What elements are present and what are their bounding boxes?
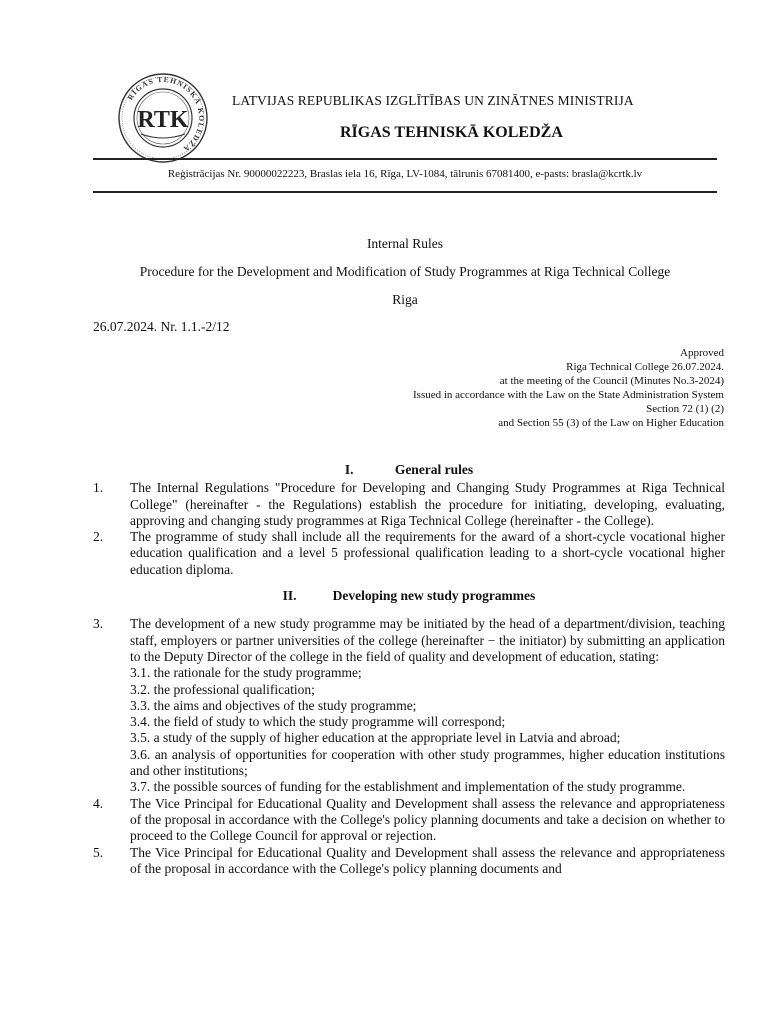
document-date-number: 26.07.2024. Nr. 1.1.-2/12 — [93, 319, 230, 334]
header-divider-bottom — [93, 191, 717, 193]
sub-item: 3.3. the aims and objectives of the study programme; — [130, 697, 417, 713]
sub-item: 3.5. a study of the supply of higher education at the appropriate level in Latvia and abroad; — [130, 730, 621, 746]
item-text: The Vice Principal for Educational Quality and Development shall assess the relevance and appropriateness of the proposal in accordance with the College's policy planning documents and take a decision on whether to proceed to the College Council for approval or rejection. — [130, 795, 725, 844]
sub-item: 3.6. an analysis of opportunities for cooperation with other study programmes, higher education institutions and other institutions; — [130, 746, 725, 779]
item-content — [130, 616, 725, 795]
section-number: II. — [282, 588, 297, 604]
section-number: I. — [344, 462, 354, 477]
svg-text:RTK: RTK — [137, 107, 189, 133]
item-number: 3. — [93, 616, 104, 632]
college-seal-logo — [117, 72, 209, 164]
item-number: 4. — [93, 795, 104, 811]
sub-item: 3.1. the rationale for the study programme; — [130, 665, 362, 681]
approval-line: Section 72 (1) (2) — [646, 403, 724, 415]
item-text: The development of a new study programme may be initiated by the head of a department/division, teaching staff, employers or partner universities of the college (hereinafter − the initiator) by submitting an application to the Deputy Director of the college in the field of quality and development of education, stating: — [130, 616, 725, 664]
college-name: RĪGAS TEHNISKĀ KOLEDŽA — [340, 124, 563, 141]
list-item — [93, 480, 725, 529]
sub-item: 3.2. the professional qualification; — [130, 681, 315, 697]
section-title: General rules — [394, 462, 474, 477]
approval-line: Approved — [680, 347, 724, 359]
list-item — [93, 529, 725, 578]
list-item — [93, 845, 725, 878]
item-text: The Internal Regulations "Procedure for Developing and Changing Study Programmes at Riga Technical College" (hereinafter - the Regulations) establish the procedure for initiating, developing, evaluating, approving and changing study programmes at Riga Technical College (hereinafter - the College). — [130, 480, 725, 528]
svg-text:RĪGAS TEHNISKĀ KOLEDŽA: RĪGAS TEHNISKĀ KOLEDŽA — [125, 74, 207, 155]
document-title: Procedure for the Development and Modification of Study Programmes at Riga Technical College — [139, 264, 671, 279]
item-text: The programme of study shall include all the requirements for the award of a short-cycle vocational higher education qualification and a level 5 professional qualification leading to a short-cycle vocational higher education diploma. — [130, 529, 725, 577]
section-heading — [93, 588, 725, 604]
approval-line: at the meeting of the Council (Minutes No.3-2024) — [499, 375, 724, 387]
approval-block — [413, 346, 724, 430]
header-divider-top — [93, 158, 717, 160]
registration-info: Reģistrācijas Nr. 90000022223, Braslas iela 16, Rīga, LV-1084, tālrunis 67081400, e-pasts: brasla@kcrtk.lv — [167, 168, 643, 180]
list-item — [93, 616, 725, 795]
sub-item: 3.4. the field of study to which the study programme will correspond; — [130, 714, 506, 730]
item-number: 1. — [93, 480, 104, 496]
document-place: Riga — [392, 292, 418, 307]
item-text: The Vice Principal for Educational Quality and Development shall assess the relevance and appropriateness of the proposal in accordance with the College's policy planning documents and — [130, 844, 725, 876]
approval-line: Riga Technical College 26.07.2024. — [566, 361, 724, 373]
approval-line: Issued in accordance with the Law on the State Administration System — [413, 389, 724, 401]
document-body — [93, 462, 725, 877]
approval-line: and Section 55 (3) of the Law on Higher Education — [498, 417, 724, 429]
section-heading — [93, 462, 725, 478]
section-title: Developing new study programmes — [332, 588, 536, 604]
document-type: Internal Rules — [366, 236, 444, 251]
list-item — [93, 796, 725, 845]
item-number: 2. — [93, 529, 104, 545]
ministry-name: LATVIJAS REPUBLIKAS IZGLĪTĪBAS UN ZINĀTNES MINISTRIJA — [232, 93, 634, 108]
sub-item: 3.7. the possible sources of funding for the establishment and implementation of the study programme. — [130, 779, 686, 795]
item-number: 5. — [93, 844, 104, 860]
